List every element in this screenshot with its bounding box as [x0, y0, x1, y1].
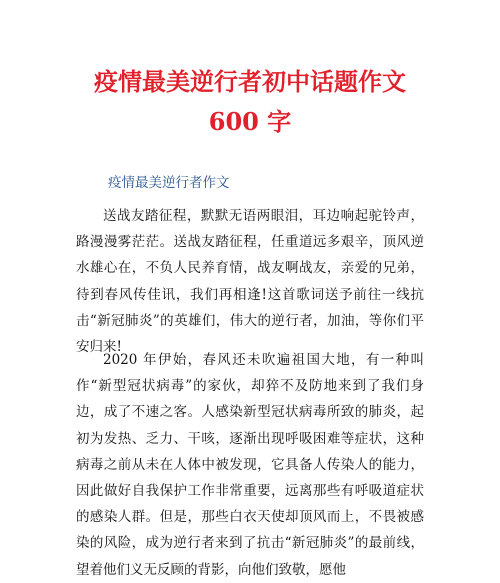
document-title: 疫情最美逆行者初中话题作文 600 字	[94, 67, 406, 136]
document-subtitle: 疫情最美逆行者作文	[108, 175, 230, 191]
paragraph: 送战友踏征程，默默无语两眼泪，耳边响起驼铃声，路漫漫雾茫茫。送战友踏征程，任重道远多艰辛，顶风逆水雄心在，不负人民养育情，战友啊战友，亲爱的兄弟，待到春风传佳讯，我们再相逢!这首歌词送予前往一线抗击“新冠肺炎”的英雄们，伟大的逆行者，加油，等你们平安归来!	[76, 208, 424, 356]
paragraph: 2020 年伊始，春风还未吹遍祖国大地，有一种叫作“新型冠状病毒”的家伙，却猝不及防地来到了我们身边，成了不速之客。人感染新型冠状病毒所致的肺炎，起初为发热、乏力、干咳，逐渐出现呼吸困难等症状，这种病毒之前从未在人体中被发现，它具备人传染人的能力，因此做好自我保护工作非常重要，远离那些有呼吸道症状的感染人群。但是，那些白衣天使却顶风而上，不畏被感染的风险，成为逆行者来到了抗击“新冠肺炎”的最前线，望着他们义无反顾的背影，向他们致敬，愿他	[76, 352, 424, 578]
